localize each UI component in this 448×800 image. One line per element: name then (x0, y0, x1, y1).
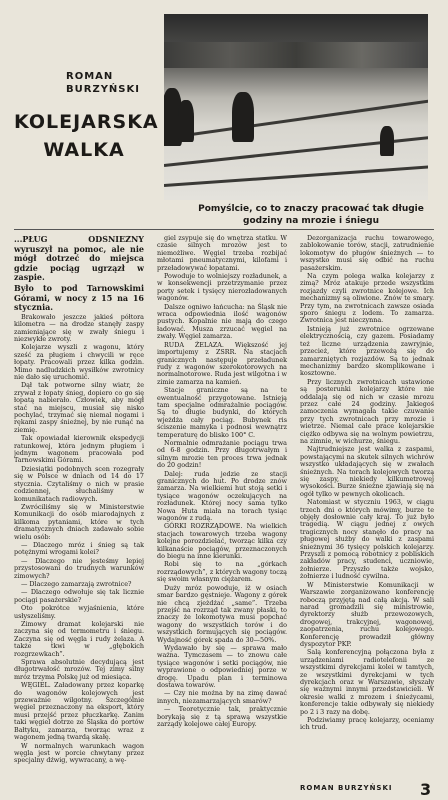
text-column-2 (157, 235, 287, 783)
paragraph: Podziwiamy pracę kolejarzy, oceniamy ich trud. (300, 716, 434, 732)
paragraph: Zimowy dramat kolejarski nie zaczyna się od termometru i śniegu. Zaczyna się od węgla i rudy żelaza. A także tkwi w „głębokich rozgrzewkach”. (14, 620, 144, 658)
paragraph: Dezorganizacja ruchu towarowego, zablokowanie torów, stacji, zatrudnienie lokomotyw do pługów śnieżnych — to wszystko musi się odbić na ruchu pasażerskim. (300, 235, 434, 272)
paragraph: Zwróciliśmy się w Ministerstwie Komunikacji do osób miarodajnych z kilkoma pytaniami, które w tych dramatycznych dniach zadawało sobie wielu osób: (14, 502, 144, 541)
author-last-name: BURZYŃSKI (66, 84, 140, 95)
photo-treeline (164, 42, 428, 68)
paragraph: Dął tak potworne silny wiatr, że zrywał z łopaty śnieg, dopiero co go się łopatą nabierało. Człowiek, aby mógł stać na miejscu, musiał się nisko pochylać, trzymać się niemal nogami i rękami zaspy śnieżnej, by nie runąć na ziemię. (14, 381, 144, 434)
paragraph: — Czy nie można by na zimę dawać innych, niezamarzających smarów? (157, 689, 287, 705)
author-signature: ROMAN BURZYŃSKI (300, 784, 393, 792)
paragraph: Najtrudniejsze jest walka z zaspami, powstającymi na skutek silnych wichrów wszystko układających się w zwałach śnieżnych. Na torach kolejowych tworzą się zaspy, niekiedy kilkumetrowej wysokości. Burze śnieżne zjawiają się na ogół tylko w pewnych okolicach. (300, 445, 434, 498)
paragraph: Było to pod Tarnowskimi Górami, w nocy z 15 na 16 stycznia. (14, 282, 144, 313)
paragraph: Salą konferencyjną połączona była z urządzeniami radiotelefonii ze wszystkimi dyrekcjami kolei w tamtych, ze wszystkimi dyrekcjami w tych dyrekcjach oraz w Warszawie, słyszały się ważnymi innymi przedstawicieli. W okresie walki z mrozem i śnieżycami, konferencje takie odbywały się niekiedy po 2 i 3 razy na dobę. (300, 648, 434, 716)
divider (14, 229, 434, 230)
text-column-1 (14, 235, 144, 783)
paragraph: Istnieją już zwrotnice ogrzewane elektrycznością, czy gazem. Posiadamy też liczne urządzenia zawryjnie, przecież, które przewożą się do zamarzniętych rozjazdów. Są to jednak mechanizmy bardzo skomplikowane i kosztowne. (300, 324, 434, 378)
paragraph: — Dlaczego odwołuje się tak licznie pociągi pasażerskie? (14, 588, 144, 604)
paragraph: Sprawa absolutnie decydującą jest długotrwałość mrozów. Tej zimy silny mróz trzyma Polskę już od miesiąca. (14, 658, 144, 681)
paragraph: Normalnie odmrażanie pociągu trwa od 6-8 godzin. Przy długotrwałym i silnym mrozie ten proces trwa jednak do 20 godzin! (157, 438, 287, 470)
paragraph: W Ministerstwie Komunikacji w Warszawie zorganizowano konferencję roboczą przyjętą nad całą akcją. W sali narad gromadzili się ministrowie, dyrektorzy służb przewozowych, drogowej, trakcyjnej, wagonowej, zaopatrzenia, ruchu kolejowego. Konferencję prowadził główny dyspozytor PKP. (300, 580, 434, 648)
paragraph: — Dlaczego nie jesteśmy lepiej przystosowani do trudnych warunków zimowych? (14, 556, 144, 580)
paragraph: Tak opowiadał kierownik ekspedycji ratunkowej, która jednym pługiem i jednym wagonem pracowała pod Tarnowskimi Górami. (14, 434, 144, 465)
paragraph: Stacje graniczne są na te ewentualność przygotowane. Istnieją tam specjalne odmrażalnie pociągów. Są to długie budynki, do których wjeżdża cały pociąg. Bubynek ris ściszenie mamyka i podnosi wewnątrz temperaturę do blisko 100° C. (157, 386, 287, 439)
photo-caption: Pomyślcie, co to znaczy pracować tak długie godziny na mrozie i śniegu (198, 204, 424, 226)
paragraph: Dalej: ruda jedzie ze stacji granicznych do hut. Po drodze znów zamarza. Na wielkiemi hut stoją setki i tysiące wagonów oczekujących na rozładunek. Której nocy sama tylko Nowa Huta miała na torach tysiąc wagonów z rudą. (157, 469, 287, 523)
paragraph: — Teoretycznie tak, praktycznie borykają się z tą sprawą wszystkie zarządy kolejowe całej Europy. (157, 705, 287, 728)
author-first-name: ROMAN (66, 71, 114, 82)
text-column-3 (300, 235, 434, 783)
paragraph: — Dlaczego zamarzają zwrotnice? (21, 579, 132, 588)
paragraph: Duży mróz powoduje, iż w osiach smar bardzo gęstnieje. Wagony z górek nie chcą zjeżdżać „same”. Trzeba przejść na rozrząd tak zwany płaski, to znaczy że lokomotywa musi popchać wagony do wszystkich torów i do wszystkich formujących się pociągów. Wydajność górek spada do 30—50%. (157, 583, 287, 644)
railway-snow-photo (164, 14, 428, 200)
paragraph: Oto pokrótce wyjaśnienia, które usłyszeliśmy. (14, 604, 144, 620)
page-number: 3 (420, 780, 432, 799)
paragraph: Na czym polega walka kolejarzy z zimą? Mróz atakuje przede wszystkim rozjazdy czyli zwrotnice kolejowe. Ich mechanizmy są oliwione. Znów te smary. Przy tym, na zwrotnicach zawsze osiada sporo śniegu z lodem. To zamarza. Zwrotnica jest nieczynna. (300, 272, 434, 325)
paragraph: Kolejarze wyszli z wagonu, który sześć za pługiem i chwycili w ręce łopaty. Pracowali przez kilka godzin. Mimo nadludzkich wysiłków zwrotnicy nie dało się uruchomić. (14, 343, 144, 381)
paragraph: Powoduje to wolniejszy rozładunek, a w konsekwencji przetrzymanie przez porty setek i tysięcy nierozładowanych wagonów. (157, 272, 287, 303)
paragraph: Natomiast w styczniu 1963, w ciągu trzech dni o których mówimy, burze te objęły dosłownie cały kraj. To już było tragedią. W ciągu jednej z owych tragicznych nocy stanęło do pracy na pługowej służby do walki z zaspami śnieżnymi 36 tysięcy polskich kolejarzy. Przyszli z pomocą robotnicy z pobliskich zakładów pracy, studenci, uczniowie, żołnierze. Przyszło także wojsko, żołnierze i ludność cywilna. (300, 498, 434, 581)
paragraph: Wydawało by się — sprawa mało ważna. Tymczasem — to znowu całe tysiące wagonów i setki pociągów, nie wyprawione o odpowiedniej porze w drogę. Upadu plan i terminowa dostawa towarów. (157, 643, 287, 689)
paragraph: RUDA ŻELAZA. Większość jej importujemy z ZSRR. Na stacjach granicznych następuje przeładunek rudy z wagonów szerokotorowych na normalnotorowe. Ruda jest wilgotna i w zimie zamarza na kamień. (157, 340, 287, 386)
paragraph: W normalnych warunkach wagon węgla jest w porcie chwytany przez specjalny dźwig, wywracany, a wę- (14, 741, 144, 765)
paragraph: — Dlaczego mróz i śnieg są tak potężnymi wrogami kolei? (14, 540, 144, 557)
paragraph: Dalsze ogniwo łańcucha: na Śląsk nie wraca odpowiednia ilość wagonów pustych. Kopalnie nie mają do czego ładować. Musza zrzucać węgiel na zwały. Węgiel zamarza. (157, 302, 287, 341)
paragraph: Dziesiątki podobnych scen rozegrały się w Polsce w dniach od 14 do 17 stycznia. Czytaliśmy o nich w prasie codziennej, słuchaliśmy w komunikatach radiowych. (14, 464, 144, 503)
article-title-line1: KOLEJARSKA (14, 111, 159, 133)
paragraph: Brakowało jeszcze jakieś półtora kilometra — na drodze stanęły zaspy zamieniające się w zwały śniegu i niezwykłe zwroty. (14, 312, 144, 343)
article-header (14, 70, 159, 164)
paragraph: ...PŁUG ODŚNIEŻNY wyruszył na pomoc, ale nie mógł dotrzeć do miejsca gdzie pociąg ugrzązł w zaspie. (14, 235, 144, 283)
paragraph: Robi się to na „górkach rozrządowych”, z których wagony toczą się swoim własnym ciężarem. (157, 560, 287, 584)
paragraph: Przy licznych zwrotnicach ustawione są posterunki kolejarzy które nie oddalają się od nich w czasie mrozu przez całe 24 godziny. Jakiegoś zamoczenia wymagała takie czuwanie przy tych zwrotnicach przy mrozie i wietrze. Niemal całe prace kolejarskie ciężko odbywa się na wolnym powietrzu, na zimnie, w wichurze, śniegu. (300, 377, 434, 445)
paragraph: GÓRKI ROZRZĄDOWE. Na wielkich stacjach towarowych trzeba wagony kolejne porozdzielać, tworząc kilka czy kilkanaście pociągów, przeznaczonych do biegu na inne kierunki. (157, 522, 287, 561)
article-title-line2: WALKA (43, 139, 125, 161)
paragraph: giel zsypuje się do wnętrza statku. W czasie silnych mrozów jest to niemożliwe. Węgiel trzeba rozbijać młotami pneumatycznymi, kilofami i przeładowywać łopatami. (157, 235, 287, 272)
paragraph: WĘGIEL. Załadowany przez koparkę do wagonów kolejowych jest przeważnie wilgotny. Szczególnie węgiel przeznaczony na eksport, który musi przejść przez płuczkarkę. Zanim taki węgiel dotrze ze Śląska do portów Bałtyku, zamarza, tworząc wraz z wagonem jedną twardą skałę. (14, 681, 144, 742)
